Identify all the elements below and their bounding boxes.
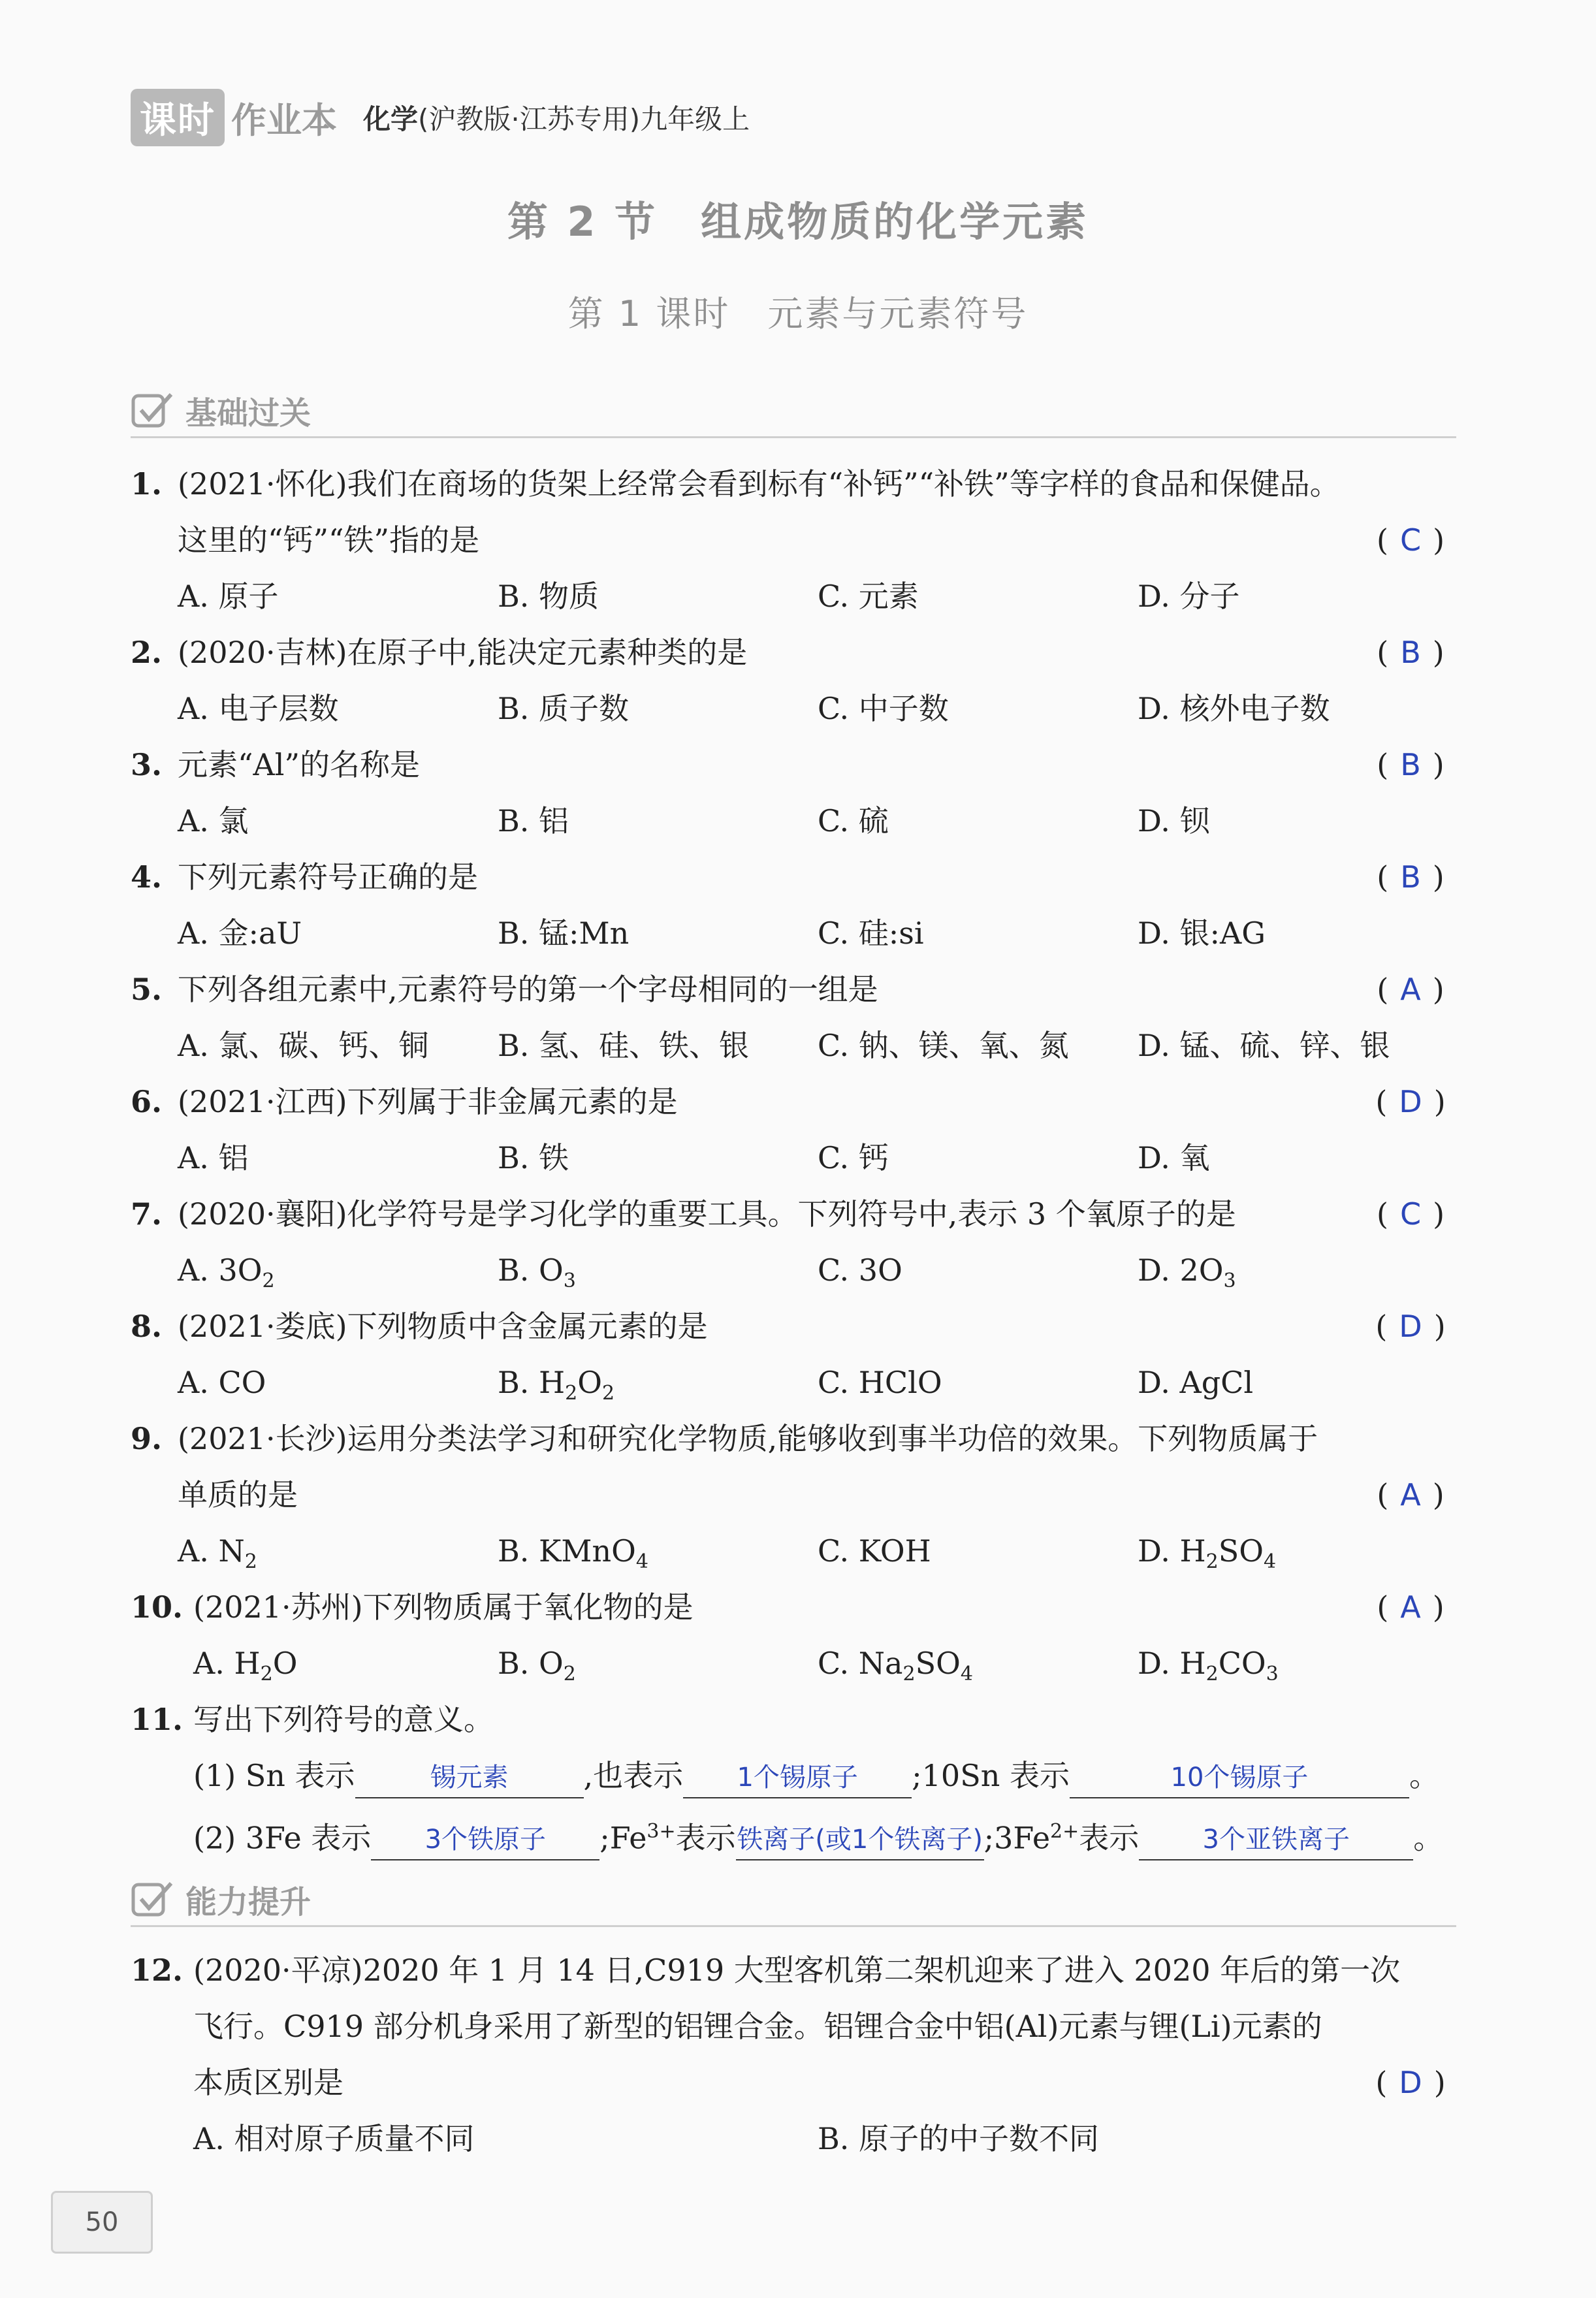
blank-answer: 10个锡原子 — [1070, 1758, 1409, 1798]
question-number: 4. — [131, 859, 163, 895]
option-d: D. 氧 — [1138, 1140, 1210, 1175]
option-c: C. 硫 — [818, 803, 889, 838]
option-c: C. 中子数 — [818, 691, 949, 726]
answer: ( C ) — [1376, 1196, 1445, 1232]
question-text: (2020·襄阳)化学符号是学习化学的重要工具。下列符号中,表示 3 个氧原子的是 — [178, 1196, 1236, 1232]
question-3 — [0, 737, 1596, 793]
answer: ( C ) — [1376, 522, 1445, 558]
question-text: 元素“Al”的名称是 — [178, 747, 420, 782]
option-b: B. 质子数 — [498, 691, 630, 726]
option-a: A. $H_2O$ — [193, 1646, 298, 1686]
option-a: A. $N_2$ — [178, 1533, 257, 1574]
option-b: B. $H_2O_2$ — [498, 1365, 615, 1405]
option-a: A. 电子层数 — [178, 691, 339, 726]
option-a: A. 原子 — [178, 579, 279, 614]
answer: ( B ) — [1377, 635, 1444, 670]
question-text: 本质区别是 — [193, 2065, 343, 2100]
option-a: A. 氯、碳、钙、铜 — [178, 1028, 429, 1063]
option-b: B. 氢、硅、铁、银 — [498, 1028, 750, 1063]
question-text: (2020·平凉)2020 年 1 月 14 日,C919 大型客机第二架机迎来了进入 2020 年后的第一次 — [193, 1953, 1401, 1988]
question-2-options — [0, 680, 1596, 737]
option-a: A. 铝 — [178, 1140, 249, 1175]
question-number: 2. — [131, 635, 163, 670]
option-c: C. 硅:si — [818, 916, 924, 951]
question-text: 下列元素符号正确的是 — [178, 859, 478, 895]
question-1-options — [0, 568, 1596, 624]
option-a: A. 氯 — [178, 803, 249, 838]
answer: ( B ) — [1377, 859, 1444, 895]
question-12-cont2 — [0, 2054, 1596, 2111]
question-12 — [0, 1942, 1596, 1998]
question-5-options — [0, 1017, 1596, 1074]
question-text: 这里的“钙”“铁”指的是 — [178, 522, 480, 558]
book-subtitle — [363, 98, 750, 137]
question-4-options — [0, 905, 1596, 961]
blank-answer: 3个亚铁离子 — [1139, 1820, 1413, 1860]
answer: ( B ) — [1377, 747, 1444, 782]
section-label: 基础过关 — [185, 394, 311, 432]
question-10 — [0, 1579, 1596, 1635]
question-text: 单质的是 — [178, 1477, 298, 1512]
option-c: C. $Na_2SO_4$ — [818, 1646, 973, 1686]
option-b: B. $O_2$ — [498, 1646, 576, 1686]
option-a: A. 相对原子质量不同 — [193, 2121, 475, 2156]
question-12-options — [0, 2111, 1596, 2167]
section-basic — [131, 384, 1456, 438]
question-text: (2021·江西)下列属于非金属元素的是 — [178, 1084, 678, 1119]
option-b: B. 锰:Mn — [498, 916, 630, 951]
option-c: C. 元素 — [818, 579, 919, 614]
option-a: A. $3O_2$ — [178, 1253, 275, 1293]
option-b: B. 原子的中子数不同 — [818, 2121, 1100, 2156]
option-d: D. $H_2CO_3$ — [1138, 1646, 1279, 1686]
option-b: B. 铁 — [498, 1140, 569, 1175]
question-1 — [0, 456, 1596, 512]
option-a: A. CO — [178, 1365, 266, 1400]
question-9-options — [0, 1523, 1596, 1579]
option-b: B. $O_3$ — [498, 1253, 576, 1293]
question-number: 12. — [131, 1953, 184, 1988]
question-number: 10. — [131, 1589, 184, 1625]
blank-answer: 1个锡原子 — [683, 1758, 912, 1798]
option-c: C. 钠、镁、氧、氮 — [818, 1028, 1069, 1063]
question-text: (2021·娄底)下列物质中含金属元素的是 — [178, 1309, 708, 1344]
option-d: D. 钡 — [1138, 803, 1210, 838]
question-text: 写出下列符号的意义。 — [193, 1702, 494, 1737]
option-b: B. KMnO$_4$ — [498, 1533, 648, 1574]
blank-answer: 3个铁原子 — [371, 1820, 599, 1860]
option-d: D. 银:AG — [1138, 916, 1266, 951]
chapter-title: 第 2 节 组成物质的化学元素 — [507, 198, 1089, 246]
option-c: C. 钙 — [818, 1140, 889, 1175]
question-text: (2021·苏州)下列物质属于氧化物的是 — [193, 1589, 694, 1625]
question-9-cont — [0, 1467, 1596, 1523]
option-d: D. 分子 — [1138, 579, 1240, 614]
option-d: D. 锰、硫、锌、银 — [1138, 1028, 1390, 1063]
subject: 化学 — [363, 103, 419, 135]
section-label: 能力提升 — [185, 1883, 311, 1921]
question-number: 5. — [131, 972, 163, 1007]
question-text: (2020·吉林)在原子中,能决定元素种类的是 — [178, 635, 748, 670]
question-8 — [0, 1298, 1596, 1354]
question-text: (2021·怀化)我们在商场的货架上经常会看到标有“补钙”“补铁”等字样的食品和保健品。 — [178, 466, 1340, 502]
logo-text: 作业本 — [231, 99, 337, 141]
option-d: D. $H_2SO_4$ — [1138, 1533, 1277, 1574]
logo-badge: 课时 — [131, 89, 225, 146]
question-4 — [0, 849, 1596, 905]
answer: ( D ) — [1375, 2065, 1446, 2100]
option-d: D. $2O_3$ — [1138, 1253, 1236, 1293]
question-12-cont — [0, 1998, 1596, 2054]
answer: ( D ) — [1375, 1084, 1446, 1119]
question-11-part1: (1) Sn 表示 锡元素 ,也表示 1个锡原子 ;10Sn 表示 10个锡原子 。 — [0, 1747, 1596, 1804]
question-3-options — [0, 793, 1596, 849]
option-c: C. HClO — [818, 1365, 942, 1400]
question-text: (2021·长沙)运用分类法学习和研究化学物质,能够收到事半功倍的效果。下列物质属于 — [178, 1421, 1318, 1456]
answer: ( A ) — [1377, 972, 1444, 1007]
book-header — [131, 88, 750, 147]
option-c: C. 3O — [818, 1253, 902, 1288]
checkbox-icon — [131, 389, 176, 431]
option-a: A. 金:aU — [178, 916, 302, 951]
question-9 — [0, 1411, 1596, 1467]
question-1-cont — [0, 512, 1596, 568]
answer: ( A ) — [1377, 1477, 1444, 1512]
page-number: 50 — [51, 2191, 153, 2254]
option-d: D. 核外电子数 — [1138, 691, 1330, 726]
question-text: 飞行。C919 部分机身采用了新型的铝锂合金。铝锂合金中铝(Al)元素与锂(Li)元素的 — [193, 2009, 1322, 2044]
question-number: 9. — [131, 1421, 163, 1456]
question-text: 下列各组元素中,元素符号的第一个字母相同的一组是 — [178, 972, 878, 1007]
option-b: B. 铝 — [498, 803, 569, 838]
question-11 — [0, 1691, 1596, 1747]
question-8-options — [0, 1354, 1596, 1411]
checkbox-icon — [131, 1878, 176, 1920]
question-number: 7. — [131, 1196, 163, 1232]
option-b: B. 物质 — [498, 579, 599, 614]
question-11-part2: (2) 3Fe 表示 3个铁原子 $;Fe^{3+}$表示铁离子(或1个铁离子)$;3Fe^{2+}$表示 3个亚铁离子 。 — [0, 1804, 1596, 1860]
answer: ( D ) — [1375, 1309, 1446, 1344]
question-7-options — [0, 1242, 1596, 1298]
question-number: 11. — [131, 1702, 184, 1737]
section-advanced — [131, 1873, 1456, 1927]
option-c: C. KOH — [818, 1533, 931, 1569]
question-2 — [0, 624, 1596, 680]
lesson-title: 第 1 课时 元素与元素符号 — [567, 293, 1029, 334]
question-number: 8. — [131, 1309, 163, 1344]
answer: ( A ) — [1377, 1589, 1444, 1625]
question-10-options — [0, 1635, 1596, 1691]
question-number: 1. — [131, 466, 163, 502]
question-number: 3. — [131, 747, 163, 782]
option-d: D. AgCl — [1138, 1365, 1254, 1400]
question-5 — [0, 961, 1596, 1017]
blank-answer: 铁离子(或1个铁离子) — [736, 1820, 984, 1860]
question-7 — [0, 1186, 1596, 1242]
question-6 — [0, 1074, 1596, 1130]
blank-answer: 锡元素 — [355, 1758, 584, 1798]
question-6-options — [0, 1130, 1596, 1186]
question-number: 6. — [131, 1084, 163, 1119]
edition: (沪教版·江苏专用)九年级上 — [418, 103, 750, 135]
